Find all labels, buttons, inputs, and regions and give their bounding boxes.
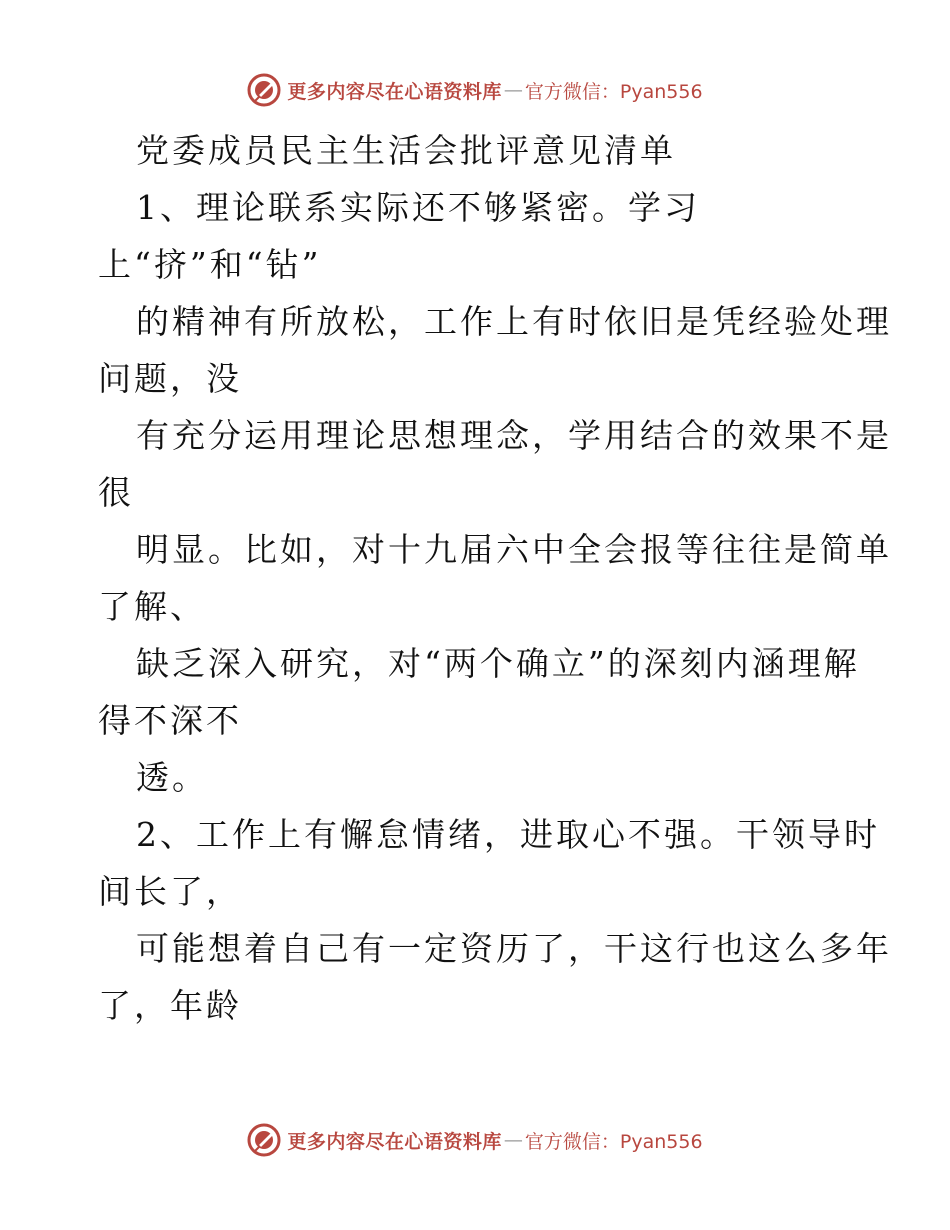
banner-separator: — [503, 1129, 523, 1151]
document-title: 党委成员民主生活会批评意见清单 [136, 131, 676, 170]
banner-wechat: 官方微信：Pyan556 [524, 1130, 703, 1153]
brand-logo-icon [247, 73, 281, 107]
text-line: 可能想着自己有一定资历了，干这行也这么多年 [136, 929, 892, 968]
text-line: 明显。比如，对十九届六中全会报等往往是简单 [136, 530, 892, 569]
text-line: 的精神有所放松，工作上有时依旧是凭经验处理 [136, 302, 892, 341]
text-line: 很 [98, 473, 134, 512]
text-line: 问题，没 [98, 359, 242, 398]
document-body [98, 122, 892, 1034]
banner-title: 更多内容尽在心语资料库 [287, 80, 502, 103]
banner-wechat: 官方微信：Pyan556 [524, 80, 703, 103]
text-line: 有充分运用理论思想理念，学用结合的效果不是 [136, 416, 892, 455]
text-line: 得不深不 [98, 701, 242, 740]
text-line: 了解、 [98, 587, 206, 626]
footer-banner [0, 1120, 950, 1160]
text-line: 2、工作上有懈怠情绪，进取心不强。干领导时 [136, 815, 880, 854]
text-line: 1、理论联系实际还不够紧密。学习 [136, 188, 700, 227]
banner-separator: — [503, 79, 523, 101]
text-line: 缺乏深入研究，对“两个确立”的深刻内涵理解 [136, 644, 860, 683]
text-line: 透。 [136, 758, 208, 797]
text-line: 间长了， [98, 872, 242, 911]
text-line: 了，年龄 [98, 986, 242, 1025]
banner-title: 更多内容尽在心语资料库 [287, 1130, 502, 1153]
header-banner [0, 70, 950, 110]
brand-logo-icon [247, 1123, 281, 1157]
text-line: 上“挤”和“钻” [98, 245, 322, 284]
